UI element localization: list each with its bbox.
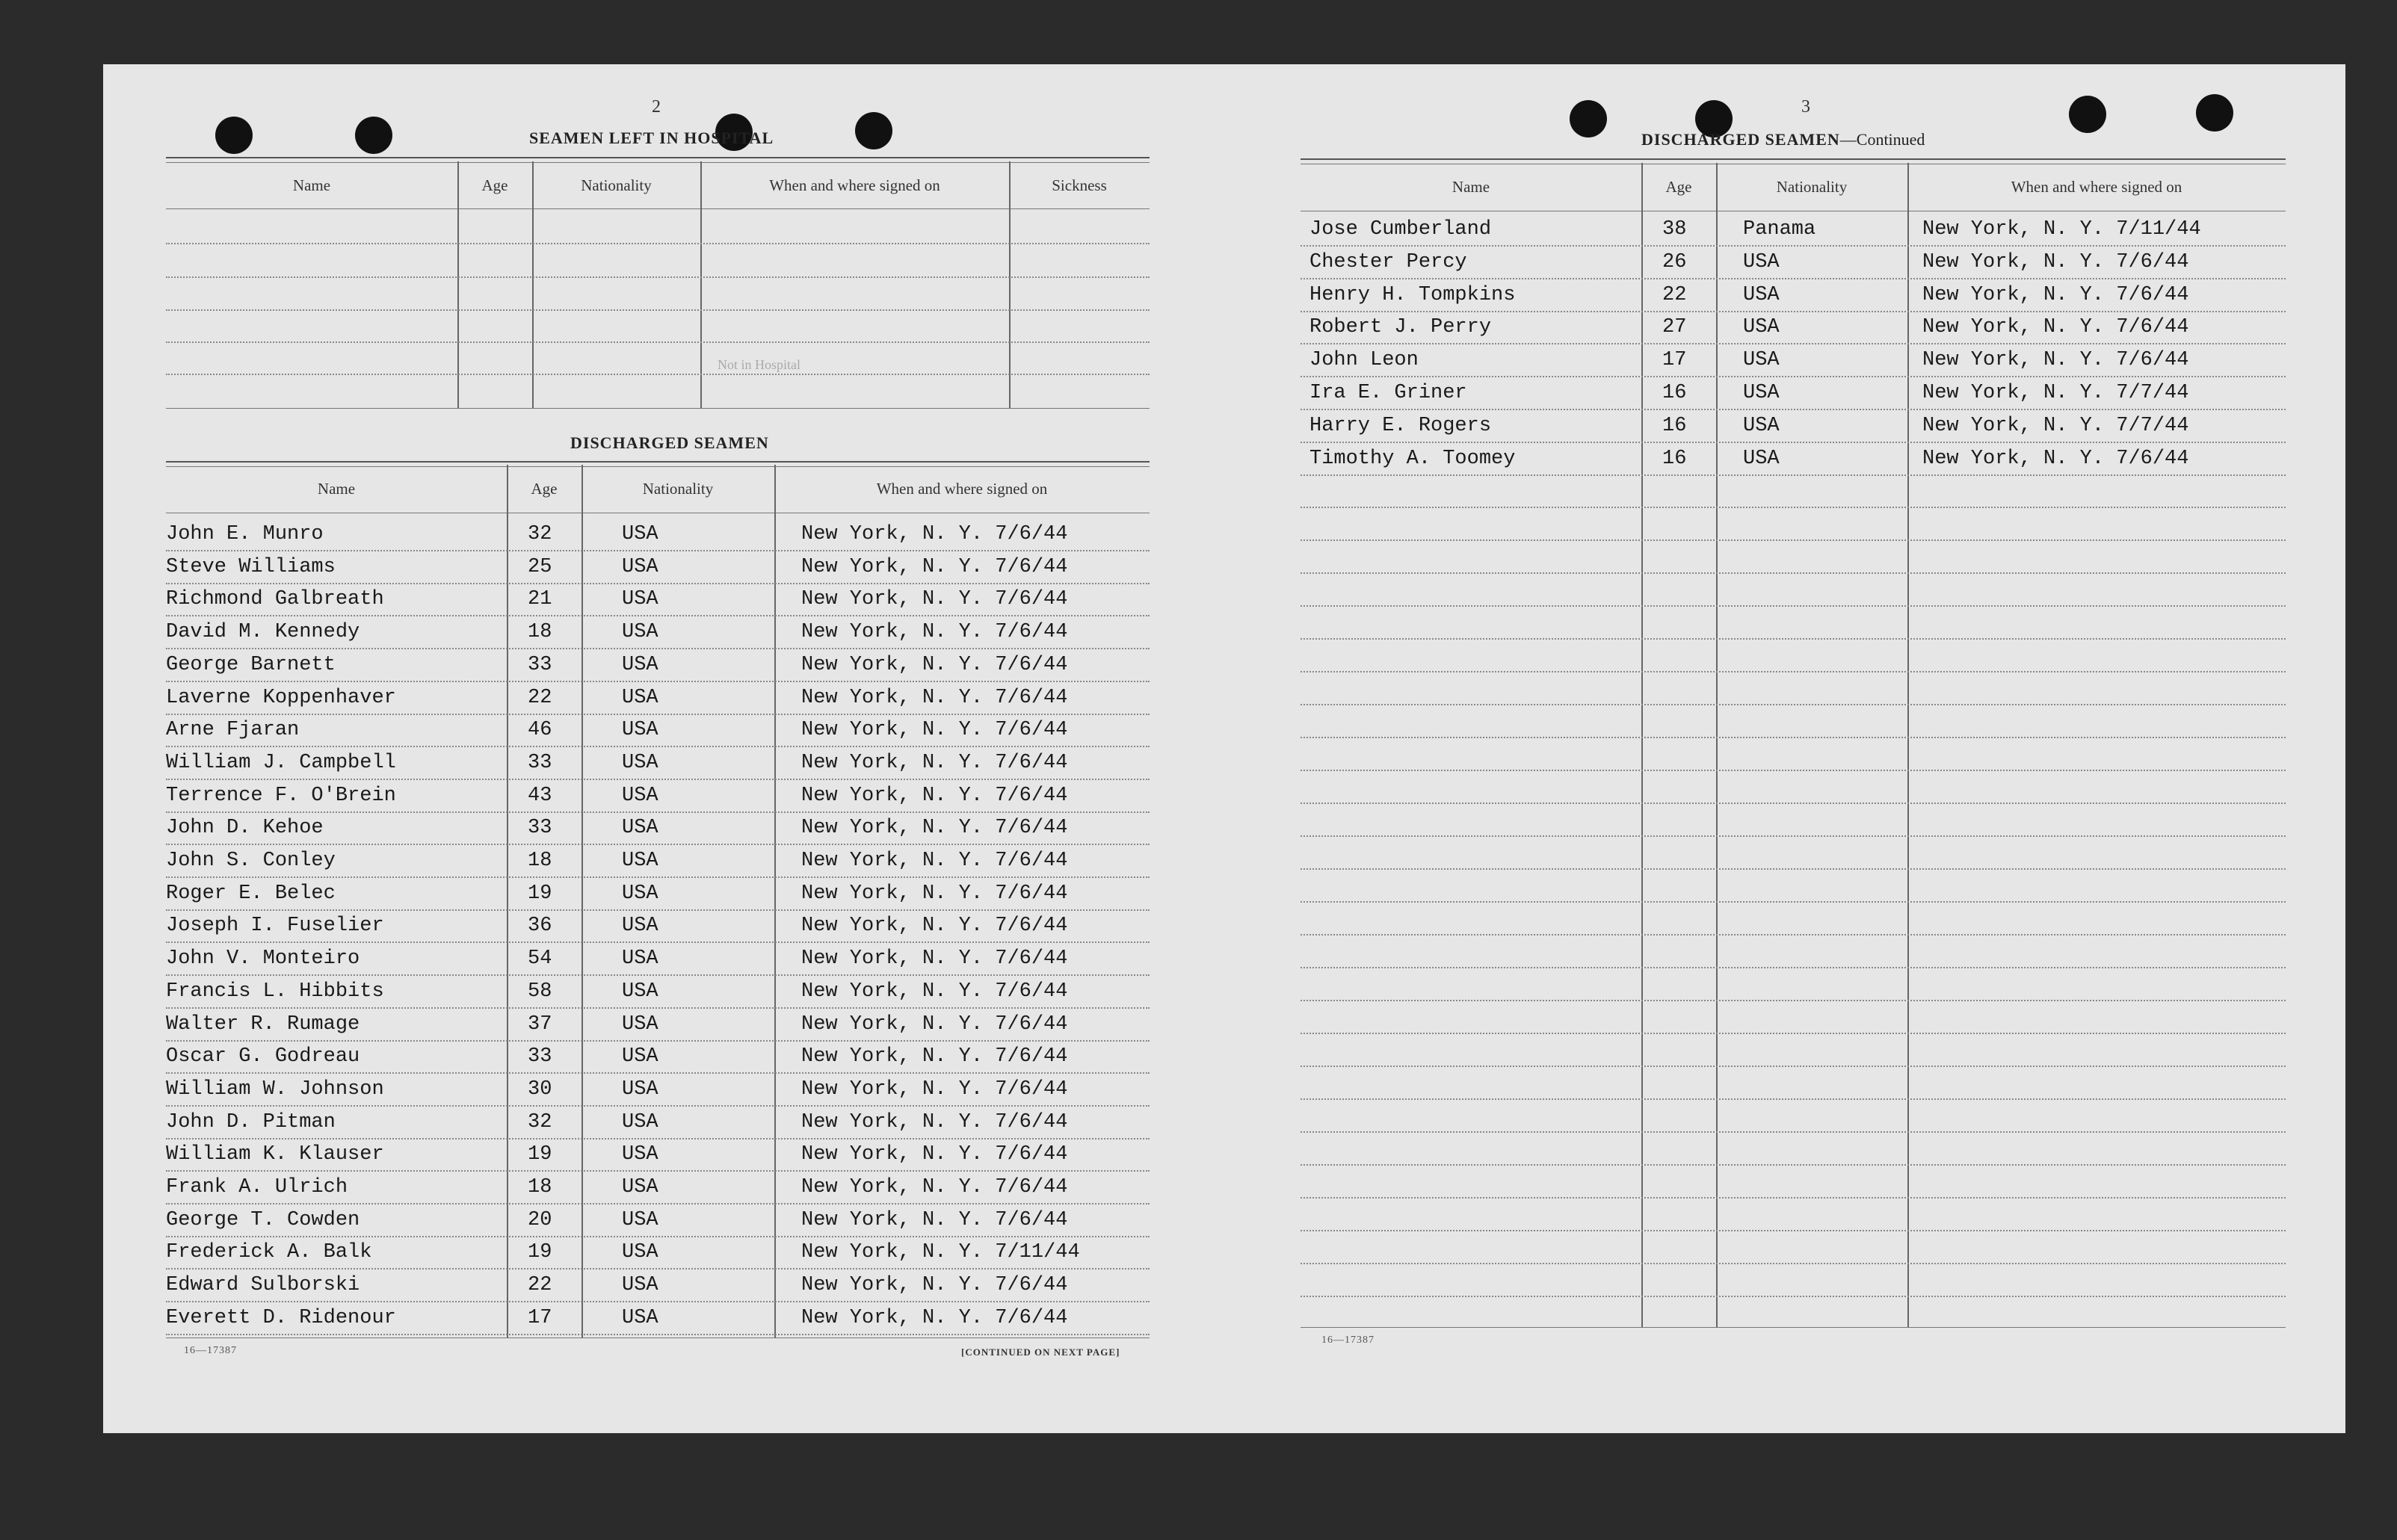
signed-on-place-date: New York, N. Y. 7/6/44 [801, 719, 1068, 742]
seaman-nationality: USA [622, 1143, 658, 1166]
row-line [166, 1203, 1150, 1205]
row-line [166, 909, 1150, 911]
signed-on-place-date: New York, N. Y. 7/7/44 [1922, 414, 2189, 437]
form-number: 16—17387 [184, 1345, 237, 1356]
row-line [1301, 311, 2286, 312]
row-line [166, 779, 1150, 780]
seaman-age: 19 [528, 1241, 552, 1264]
row-line [1301, 245, 2286, 247]
column-divider [1009, 161, 1011, 408]
row-line [166, 1268, 1150, 1270]
seaman-age: 22 [528, 686, 552, 709]
seaman-age: 17 [1662, 349, 1687, 372]
signed-on-place-date: New York, N. Y. 7/6/44 [801, 1306, 1068, 1329]
blank-row-line [1301, 1164, 2286, 1166]
column-header: When and where signed on [2011, 178, 2182, 196]
seaman-name: Henry H. Tompkins [1309, 283, 1516, 306]
seaman-age: 19 [528, 1143, 552, 1166]
seaman-age: 32 [528, 1110, 552, 1134]
seaman-age: 25 [528, 555, 552, 578]
row-line [166, 1007, 1150, 1009]
seaman-nationality: USA [622, 719, 658, 742]
seaman-nationality: USA [622, 1306, 658, 1329]
signed-on-place-date: New York, N. Y. 7/11/44 [801, 1241, 1080, 1264]
signed-on-place-date: New York, N. Y. 7/6/44 [801, 555, 1068, 578]
seaman-age: 27 [1662, 316, 1687, 339]
seaman-age: 33 [528, 1045, 552, 1069]
blank-row-line [1301, 868, 2286, 870]
seaman-age: 32 [528, 523, 552, 545]
blank-row-line [166, 309, 1150, 311]
blank-row-line [1301, 770, 2286, 771]
blank-row-line [1301, 835, 2286, 837]
column-divider [581, 465, 583, 1338]
seaman-name: Frank A. Ulrich [166, 1176, 348, 1199]
seaman-nationality: USA [622, 751, 658, 774]
continued-note: [CONTINUED ON NEXT PAGE] [961, 1346, 1120, 1358]
signed-on-place-date: New York, N. Y. 7/6/44 [801, 1077, 1068, 1101]
seaman-name: Laverne Koppenhaver [166, 686, 396, 709]
signed-on-place-date: New York, N. Y. 7/6/44 [1922, 283, 2189, 306]
blank-row-line [1301, 507, 2286, 508]
seaman-name: George Barnett [166, 653, 336, 676]
column-divider [1716, 163, 1718, 1327]
seaman-name: Everett D. Ridenour [166, 1306, 396, 1329]
seaman-age: 18 [528, 850, 552, 872]
seaman-name: John D. Kehoe [166, 817, 324, 840]
signed-on-place-date: New York, N. Y. 7/6/44 [801, 1208, 1068, 1231]
blank-row-line [1301, 1131, 2286, 1133]
row-line [166, 941, 1150, 943]
section-title-suffix: —Continued [1839, 130, 1925, 149]
blank-row-line [166, 341, 1150, 343]
section-title: DISCHARGED SEAMEN [570, 433, 769, 452]
punch-hole [2069, 96, 2106, 133]
signed-on-place-date: New York, N. Y. 7/11/44 [1922, 218, 2201, 241]
seaman-nationality: Panama [1743, 218, 1816, 241]
blank-row-line [1301, 737, 2286, 738]
seaman-name: John S. Conley [166, 850, 336, 872]
column-divider [774, 465, 776, 1338]
seaman-nationality: USA [622, 523, 658, 545]
row-line [166, 1072, 1150, 1074]
seaman-age: 38 [1662, 218, 1687, 241]
signed-on-place-date: New York, N. Y. 7/6/44 [1922, 316, 2189, 339]
section-title-main: DISCHARGED SEAMEN [1641, 130, 1840, 149]
column-header: Nationality [1776, 178, 1848, 196]
row-line [166, 1138, 1150, 1139]
seaman-age: 21 [528, 588, 552, 611]
seaman-nationality: USA [1743, 250, 1780, 273]
row-line [166, 1105, 1150, 1107]
seaman-name: Arne Fjaran [166, 719, 300, 742]
row-line [1301, 278, 2286, 279]
seaman-age: 30 [528, 1077, 552, 1101]
column-header: When and where signed on [769, 176, 940, 194]
seaman-name: John V. Monteiro [166, 947, 360, 971]
seaman-name: Roger E. Belec [166, 882, 336, 905]
table-end-rule [1301, 1327, 2286, 1328]
seaman-name: Chester Percy [1309, 250, 1467, 273]
seaman-age: 19 [528, 882, 552, 905]
seaman-nationality: USA [622, 980, 658, 1003]
seaman-name: Frederick A. Balk [166, 1241, 372, 1264]
seaman-name: George T. Cowden [166, 1208, 360, 1231]
column-header: Sickness [1052, 176, 1107, 194]
signed-on-place-date: New York, N. Y. 7/6/44 [801, 1110, 1068, 1134]
seaman-age: 33 [528, 817, 552, 840]
column-header: Nationality [581, 176, 652, 194]
form-number: 16—17387 [1321, 1335, 1375, 1346]
seaman-name: Terrence F. O'Brein [166, 784, 396, 807]
row-line [166, 1301, 1150, 1302]
signed-on-place-date: New York, N. Y. 7/6/44 [801, 947, 1068, 971]
seaman-age: 20 [528, 1208, 552, 1231]
seaman-name: William K. Klauser [166, 1143, 384, 1166]
column-divider [700, 161, 702, 408]
seaman-nationality: USA [622, 850, 658, 872]
seaman-name: Jose Cumberland [1309, 218, 1492, 241]
column-header: Age [531, 480, 558, 498]
seaman-age: 37 [528, 1012, 552, 1036]
seaman-name: John E. Munro [166, 523, 324, 545]
column-divider [1641, 163, 1643, 1327]
seaman-nationality: USA [622, 784, 658, 807]
seaman-age: 22 [1662, 283, 1687, 306]
blank-row-line [1301, 1197, 2286, 1199]
signed-on-place-date: New York, N. Y. 7/6/44 [801, 1012, 1068, 1036]
seaman-name: Steve Williams [166, 555, 336, 578]
seaman-name: William J. Campbell [166, 751, 396, 774]
header-rule [166, 208, 1150, 209]
row-line [166, 844, 1150, 845]
seaman-nationality: USA [622, 1110, 658, 1134]
seaman-name: Timothy A. Toomey [1309, 447, 1516, 470]
seaman-nationality: USA [622, 1274, 658, 1297]
seaman-age: 33 [528, 751, 552, 774]
seaman-name: Harry E. Rogers [1309, 414, 1492, 437]
seaman-nationality: USA [622, 915, 658, 938]
blank-row-line [1301, 1000, 2286, 1001]
punch-hole [215, 117, 253, 154]
page-number: 2 [652, 97, 661, 117]
blank-row-line [166, 243, 1150, 244]
blank-row-line [1301, 1033, 2286, 1034]
row-line [166, 1040, 1150, 1042]
seaman-nationality: USA [622, 947, 658, 971]
blank-row-line [1301, 1230, 2286, 1231]
column-divider [1907, 163, 1909, 1327]
seaman-age: 54 [528, 947, 552, 971]
seaman-name: John Leon [1309, 349, 1419, 372]
signed-on-place-date: New York, N. Y. 7/6/44 [801, 653, 1068, 676]
row-line [166, 1170, 1150, 1172]
row-line [166, 583, 1150, 584]
section-end-rule [166, 408, 1150, 409]
signed-on-place-date: New York, N. Y. 7/6/44 [801, 1143, 1068, 1166]
signed-on-place-date: New York, N. Y. 7/6/44 [801, 784, 1068, 807]
row-line [166, 746, 1150, 747]
section-rule [166, 461, 1150, 467]
seaman-nationality: USA [622, 1176, 658, 1199]
seaman-age: 58 [528, 980, 552, 1003]
faint-mark: Not in Hospital [718, 357, 800, 372]
signed-on-place-date: New York, N. Y. 7/6/44 [1922, 250, 2189, 273]
signed-on-place-date: New York, N. Y. 7/6/44 [801, 817, 1068, 840]
column-header: Age [481, 176, 508, 194]
seaman-name: Richmond Galbreath [166, 588, 384, 611]
column-divider [507, 465, 508, 1338]
seaman-nationality: USA [1743, 414, 1780, 437]
blank-row-line [1301, 605, 2286, 607]
signed-on-place-date: New York, N. Y. 7/6/44 [801, 915, 1068, 938]
blank-row-line [166, 276, 1150, 278]
seaman-nationality: USA [622, 1012, 658, 1036]
seaman-nationality: USA [622, 1208, 658, 1231]
signed-on-place-date: New York, N. Y. 7/6/44 [801, 980, 1068, 1003]
seaman-age: 22 [528, 1274, 552, 1297]
seaman-age: 43 [528, 784, 552, 807]
seaman-nationality: USA [622, 555, 658, 578]
seaman-nationality: USA [1743, 316, 1780, 339]
seaman-nationality: USA [622, 817, 658, 840]
row-line [166, 681, 1150, 682]
column-header: Name [317, 480, 356, 498]
blank-row-line [1301, 539, 2286, 541]
seaman-age: 16 [1662, 414, 1687, 437]
blank-row-line [1301, 638, 2286, 640]
signed-on-place-date: New York, N. Y. 7/6/44 [801, 1045, 1068, 1069]
signed-on-place-date: New York, N. Y. 7/6/44 [801, 751, 1068, 774]
seaman-name: Ira E. Griner [1309, 382, 1467, 404]
column-divider [457, 161, 459, 408]
column-divider [532, 161, 534, 408]
blank-row-line [166, 374, 1150, 375]
seaman-age: 18 [528, 1176, 552, 1199]
seaman-nationality: USA [622, 1045, 658, 1069]
row-line [166, 550, 1150, 551]
seaman-age: 16 [1662, 447, 1687, 470]
blank-row-line [1301, 934, 2286, 936]
seaman-nationality: USA [1743, 447, 1780, 470]
blank-row-line [1301, 901, 2286, 903]
punch-hole [355, 117, 392, 154]
seaman-age: 46 [528, 719, 552, 742]
seaman-age: 26 [1662, 250, 1687, 273]
blank-row-line [1301, 671, 2286, 672]
seaman-age: 16 [1662, 382, 1687, 404]
signed-on-place-date: New York, N. Y. 7/6/44 [801, 1274, 1068, 1297]
seaman-name: Walter R. Rumage [166, 1012, 360, 1036]
section-title [1641, 130, 1925, 149]
blank-row-line [1301, 704, 2286, 705]
row-line [1301, 376, 2286, 377]
blank-row-line [1301, 1296, 2286, 1297]
row-line [166, 1236, 1150, 1237]
seaman-name: Robert J. Perry [1309, 316, 1492, 339]
blank-row-line [1301, 1263, 2286, 1264]
seaman-age: 17 [528, 1306, 552, 1329]
punch-hole [855, 112, 892, 149]
column-header: Name [1452, 178, 1490, 196]
seaman-nationality: USA [622, 588, 658, 611]
seaman-nationality: USA [622, 1241, 658, 1264]
seaman-name: William W. Johnson [166, 1077, 384, 1101]
signed-on-place-date: New York, N. Y. 7/6/44 [1922, 349, 2189, 372]
section-title: SEAMEN LEFT IN HOSPITAL [529, 129, 774, 147]
signed-on-place-date: New York, N. Y. 7/6/44 [801, 882, 1068, 905]
seaman-name: David M. Kennedy [166, 621, 360, 644]
seaman-age: 18 [528, 621, 552, 644]
seaman-nationality: USA [622, 686, 658, 709]
blank-row-line [1301, 572, 2286, 574]
blank-row-line [1301, 967, 2286, 968]
seaman-nationality: USA [622, 653, 658, 676]
blank-row-line [1301, 1066, 2286, 1067]
row-line [1301, 409, 2286, 410]
column-header: Name [292, 176, 331, 194]
row-line [1301, 474, 2286, 476]
signed-on-place-date: New York, N. Y. 7/6/44 [801, 523, 1068, 545]
signed-on-place-date: New York, N. Y. 7/6/44 [801, 621, 1068, 644]
punch-hole [1570, 100, 1607, 137]
seaman-nationality: USA [622, 621, 658, 644]
section-rule [1301, 158, 2286, 164]
row-line [166, 811, 1150, 813]
column-header: When and where signed on [876, 480, 1048, 498]
seaman-nationality: USA [1743, 349, 1780, 372]
row-line [1301, 442, 2286, 443]
seaman-nationality: USA [1743, 283, 1780, 306]
row-line [166, 974, 1150, 976]
seaman-age: 33 [528, 653, 552, 676]
signed-on-place-date: New York, N. Y. 7/6/44 [801, 1176, 1068, 1199]
seaman-name: Edward Sulborski [166, 1274, 360, 1297]
signed-on-place-date: New York, N. Y. 7/6/44 [1922, 447, 2189, 470]
blank-row-line [1301, 1098, 2286, 1100]
column-header: Nationality [642, 480, 714, 498]
row-line [166, 714, 1150, 715]
seaman-age: 36 [528, 915, 552, 938]
row-line [166, 1334, 1150, 1335]
seaman-nationality: USA [622, 1077, 658, 1101]
signed-on-place-date: New York, N. Y. 7/6/44 [801, 588, 1068, 611]
signed-on-place-date: New York, N. Y. 7/6/44 [801, 686, 1068, 709]
page-number: 3 [1801, 97, 1810, 117]
seaman-name: John D. Pitman [166, 1110, 336, 1134]
seaman-name: Oscar G. Godreau [166, 1045, 360, 1069]
blank-row-line [1301, 803, 2286, 804]
signed-on-place-date: New York, N. Y. 7/6/44 [801, 850, 1068, 872]
seaman-nationality: USA [1743, 382, 1780, 404]
seaman-name: Francis L. Hibbits [166, 980, 384, 1003]
row-line [1301, 343, 2286, 344]
seaman-nationality: USA [622, 882, 658, 905]
column-header: Age [1665, 178, 1692, 196]
row-line [166, 648, 1150, 649]
row-line [166, 615, 1150, 616]
section-rule [166, 157, 1150, 163]
row-line [166, 876, 1150, 878]
signed-on-place-date: New York, N. Y. 7/7/44 [1922, 382, 2189, 404]
seaman-name: Joseph I. Fuselier [166, 915, 384, 938]
punch-hole [2196, 94, 2233, 132]
